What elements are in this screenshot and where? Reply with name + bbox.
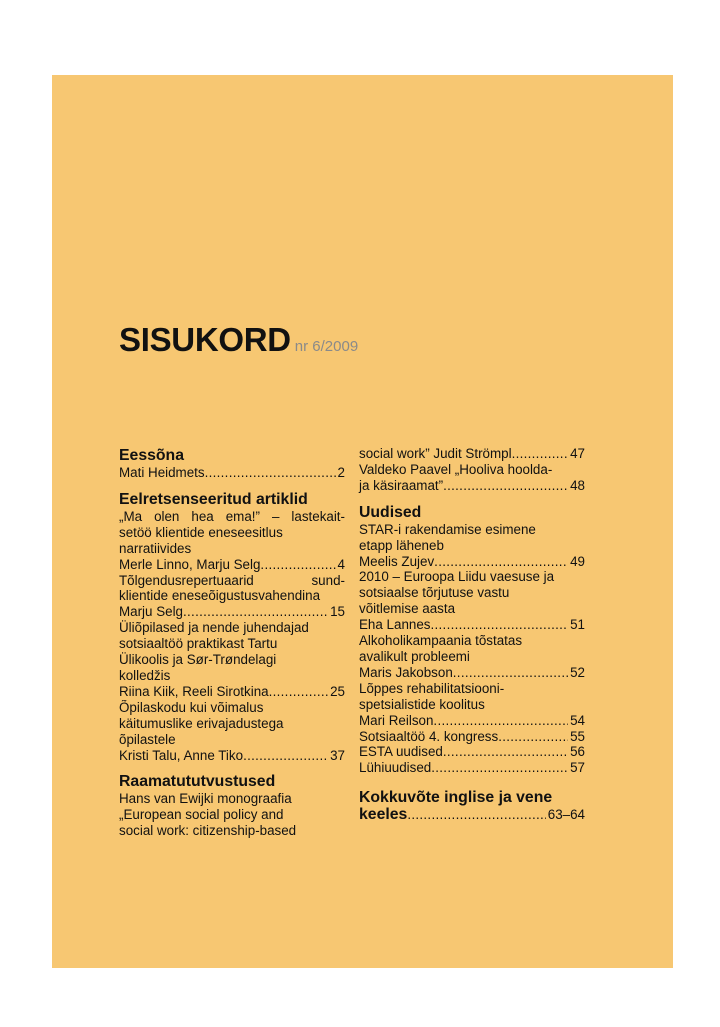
news-title-line: STAR-i rakendamise esimene xyxy=(359,521,536,537)
toc-entry[interactable] xyxy=(119,684,345,700)
article-title-line: Tõlgendusrepertuaarid sund- xyxy=(119,572,345,588)
entry-author: Riina Kiik, Reeli Sirotkina xyxy=(119,683,269,699)
section-heading-eessona: Eessõna xyxy=(119,447,184,464)
issue-number: nr 6/2009 xyxy=(294,338,359,355)
toc-entry[interactable] xyxy=(359,729,585,745)
entry-author: Merle Linno, Marju Selg xyxy=(119,556,261,572)
article-title-line: Üliõpilased ja nende juhendajad xyxy=(119,620,309,636)
leader-dots xyxy=(443,744,568,760)
leader-dots xyxy=(433,713,568,729)
toc-entry[interactable] xyxy=(359,665,585,681)
article-title-line: klientide eneseõigustusvahendina xyxy=(119,588,321,604)
leader-dots xyxy=(453,665,568,681)
page-number: 63–64 xyxy=(547,807,585,823)
entry-author: Maris Jakobson xyxy=(359,664,453,680)
leader-dots xyxy=(260,557,335,573)
news-title-line: Lõppes rehabilitatsiooni- xyxy=(359,680,505,696)
review-title-line: Valdeko Paavel „Hooliva hoolda- xyxy=(359,461,553,477)
toc-entry[interactable] xyxy=(359,713,585,729)
section-heading-news: Uudised xyxy=(359,503,422,521)
news-title-line: Alkoholikampaania tõstatas xyxy=(359,633,523,649)
toc-entry[interactable] xyxy=(119,557,345,573)
article-title-line: setöö klientide eneseesitlus xyxy=(119,524,283,540)
entry-author: social work” Judit Strömpl xyxy=(359,446,512,461)
article-title-line: Ülikoolis ja Sør-Trøndelagi xyxy=(119,652,277,668)
leader-dots xyxy=(443,478,568,494)
leader-dots xyxy=(512,446,569,462)
entry-author: Marju Selg xyxy=(119,604,184,620)
news-title-line: avalikult probleemi xyxy=(359,648,470,664)
page-number: 4 xyxy=(337,556,345,572)
page-number: 54 xyxy=(570,712,585,728)
toc-entry[interactable] xyxy=(359,744,585,760)
page-number: 51 xyxy=(570,617,585,633)
toc-entry[interactable] xyxy=(119,604,345,620)
leader-dots xyxy=(269,684,329,700)
leader-dots xyxy=(243,748,328,764)
article-title-line: käitumuslike erivajadustega xyxy=(119,715,284,731)
toc-entry[interactable] xyxy=(359,760,585,776)
page-number: 55 xyxy=(570,728,585,744)
toc-left-column xyxy=(119,446,345,839)
entry-title: Sotsiaaltöö 4. kongress xyxy=(359,728,499,744)
entry-author: Eha Lannes xyxy=(359,617,431,633)
section-heading-articles: Eelretsenseeritud artiklid xyxy=(119,490,308,508)
page-number: 49 xyxy=(570,553,585,569)
entry-author: Meelis Zujev xyxy=(359,553,435,569)
review-title-line: social work: citizenship-based xyxy=(119,823,297,839)
leader-dots xyxy=(431,760,568,776)
leader-dots xyxy=(498,729,568,745)
toc-heading: SISUKORD xyxy=(119,321,291,358)
section-heading-reviews: Raamatututvustused xyxy=(119,773,276,791)
page-number: 47 xyxy=(570,446,585,461)
leader-dots xyxy=(183,604,328,620)
page-number: 37 xyxy=(330,747,345,763)
entry-title: ESTA uudised xyxy=(359,744,443,760)
page-title xyxy=(119,321,358,359)
page-number: 48 xyxy=(570,477,585,493)
leader-dots xyxy=(205,465,336,481)
toc-entry[interactable] xyxy=(119,748,345,764)
page-number: 57 xyxy=(570,760,585,776)
entry-author: ja käsiraamat” xyxy=(359,477,444,493)
page-number: 52 xyxy=(570,664,585,680)
article-title-line: Õpilaskodu kui võimalus xyxy=(119,699,264,715)
news-title-line: sotsiaalse tõrjutuse vastu xyxy=(359,585,510,601)
news-title-line: etapp läheneb xyxy=(359,537,444,553)
entry-author: Mari Reilson xyxy=(359,712,434,728)
article-title-line: sotsiaaltöö praktikast Tartu xyxy=(119,636,278,652)
leader-dots xyxy=(407,807,545,823)
section-heading-summary: Kokkuvõte inglise ja vene xyxy=(359,789,553,807)
leader-dots xyxy=(430,617,568,633)
news-title-line: spetsialistide koolitus xyxy=(359,696,485,712)
toc-entry[interactable] xyxy=(119,465,345,481)
page-number: 15 xyxy=(330,604,345,620)
toc-entry[interactable] xyxy=(359,478,585,494)
toc-entry[interactable] xyxy=(359,617,585,633)
page-number: 2 xyxy=(337,465,345,480)
toc-entry[interactable] xyxy=(359,807,585,823)
article-title-line: „Ma olen hea ema!” – lastekait- xyxy=(119,508,345,524)
entry-author: Kristi Talu, Anne Tiko xyxy=(119,747,244,763)
toc-entry[interactable] xyxy=(359,554,585,570)
entry-title: keeles xyxy=(359,806,408,824)
news-title-line: 2010 – Euroopa Liidu vaesuse ja xyxy=(359,569,555,585)
article-title-line: narratiivides xyxy=(119,540,192,556)
entry-title: Lühiuudised xyxy=(359,760,432,776)
review-title-line: Hans van Ewijki monograafia xyxy=(119,791,292,807)
page-number: 25 xyxy=(330,683,345,699)
leader-dots xyxy=(434,554,568,570)
article-title-line: kolledžis xyxy=(119,667,171,683)
toc-right-column xyxy=(359,446,585,823)
news-title-line: võitlemise aasta xyxy=(359,601,456,617)
entry-author: Mati Heidmets xyxy=(119,465,205,480)
page-number: 56 xyxy=(570,744,585,760)
review-title-line: „European social policy and xyxy=(119,807,284,823)
article-title-line: õpilastele xyxy=(119,731,176,747)
toc-entry[interactable] xyxy=(359,446,585,462)
